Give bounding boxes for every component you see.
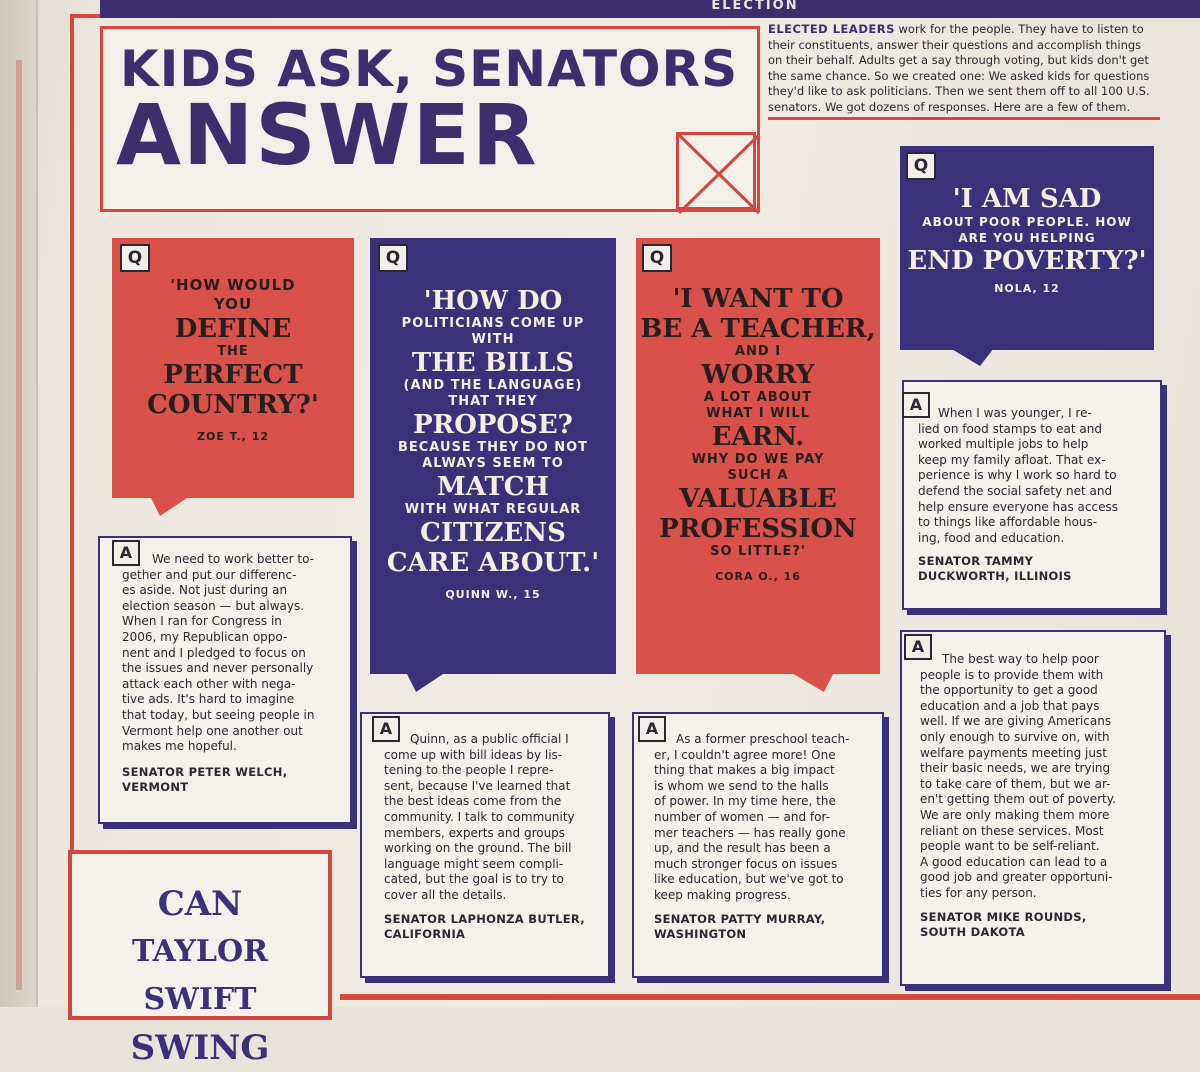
q-line: WHAT I WILL [706, 406, 810, 421]
q-attribution: QUINN W., 15 [445, 588, 541, 601]
answer-badge: A [372, 716, 400, 742]
a-line: A good education can lead to a [920, 854, 1108, 869]
bottom-rule [340, 994, 1200, 1000]
section-label: ELECTION [711, 0, 799, 13]
section-header-band [100, 0, 1200, 18]
q-line: YOU [213, 295, 253, 313]
a-signature: SENATOR LAPHONZA BUTLER, [384, 911, 585, 926]
a-line: to things like affordable hous- [918, 515, 1098, 530]
answer-badge: A [904, 634, 932, 660]
q-line: THE [217, 344, 249, 359]
speech-tail [790, 672, 834, 694]
a-line: en't getting them out of poverty. [920, 792, 1116, 807]
q-line: WITH WHAT REGULAR [404, 502, 582, 517]
a-line: that today, but seeing people in [122, 707, 315, 722]
a-line: lied on food stamps to eat and [918, 421, 1102, 436]
teaser-line: CAN [157, 884, 243, 924]
headline-line-1: KIDS ASK, SENATORS [120, 40, 739, 98]
q-line: EARN. [711, 422, 805, 452]
intro-line: the same chance. So we created one: We asked kids for questions [768, 68, 1150, 83]
a-line: er, I couldn't agree more! One [654, 747, 836, 762]
a-signature: CALIFORNIA [384, 926, 466, 941]
intro-line: they'd like to ask politicians. Then we sent them off to all 100 U.S. [768, 84, 1150, 98]
a-line: The best way to help poor [942, 652, 1099, 666]
q-line: BECAUSE THEY DO NOT [397, 440, 589, 455]
a-signature: SENATOR PETER WELCH, [122, 764, 288, 779]
answer-badge: A [112, 540, 140, 566]
q-line: POLITICIANS COME UP [401, 316, 585, 331]
q-attribution: ZOE T., 12 [197, 430, 269, 443]
intro-line: their constituents, answer their questions and accomplish things [768, 37, 1142, 52]
question-badge: Q [642, 244, 672, 272]
q-line: ALWAYS SEEM TO [422, 456, 564, 471]
a-line: worked multiple jobs to help [918, 437, 1089, 452]
a-line: the issues and never personally [122, 661, 314, 676]
q-line: A LOT ABOUT [703, 390, 813, 405]
q-attribution: NOLA, 12 [994, 282, 1060, 295]
a-line: community. I talk to community [384, 809, 575, 824]
intro-lead: ELECTED LEADERS [768, 22, 895, 36]
a-line: When I was younger, I re- [938, 406, 1092, 420]
answer-badge: A [902, 392, 930, 418]
adjacent-page-edge [0, 0, 38, 1007]
q-line: ABOUT POOR PEOPLE. HOW [922, 215, 1132, 229]
headline-line-2: ANSWER [116, 86, 539, 184]
answer-badge: A [638, 716, 666, 742]
a-line: well. If we are giving Americans [920, 714, 1112, 729]
q-line: VALUABLE [679, 484, 837, 514]
a-line: education and a job that pays [920, 698, 1100, 713]
a-line: Quinn, as a public official I [410, 732, 569, 746]
question-badge: Q [906, 152, 936, 180]
a-line: election season — but always. [122, 598, 305, 613]
a-line: good job and greater opportuni- [920, 870, 1113, 885]
intro-line: work for the people. They have to listen to [894, 22, 1144, 36]
a-line: perience is why I work so hard to [918, 468, 1117, 483]
q-line: WHY DO WE PAY [691, 452, 825, 467]
a-line: language might seem compli- [384, 856, 564, 871]
q-line: WITH [471, 332, 515, 347]
q-line: 'HOW WOULD [170, 276, 296, 294]
q-line: 'I AM SAD [952, 184, 1102, 214]
q-line: PERFECT [163, 360, 303, 390]
q-line: PROFESSION [659, 514, 857, 544]
answer-body-welch [122, 552, 336, 795]
a-line: As a former preschool teach- [676, 732, 850, 746]
q-line: WORRY [701, 360, 815, 390]
a-line: attack each other with nega- [122, 676, 296, 691]
speech-tail [150, 496, 190, 518]
q-line: ARE YOU HELPING [958, 231, 1096, 245]
speech-tail [950, 348, 994, 368]
a-line: only enough to survive on, with [920, 729, 1110, 744]
a-line: We need to work better to- [152, 552, 315, 566]
speech-tail [406, 672, 446, 694]
a-line: working on the ground. The bill [384, 841, 572, 856]
q-line: CARE ABOUT.' [386, 548, 600, 578]
a-line: keep making progress. [654, 887, 791, 902]
a-line: welfare payments meeting just [920, 745, 1107, 760]
a-line: ing, food and education. [918, 530, 1065, 545]
a-line: gether and put our differenc- [122, 567, 297, 582]
q-line: 'I WANT TO [672, 284, 844, 314]
decorative-x-box [676, 132, 756, 210]
intro-line: on their behalf. Adults get a say through voting, but kids don't get [768, 53, 1149, 67]
a-line: Vermont help one another out [122, 723, 303, 738]
a-signature: SENATOR TAMMY [918, 554, 1034, 569]
answer-body-duckworth [918, 406, 1146, 584]
a-line: reliant on these services. Most [920, 823, 1104, 838]
q-line: SO LITTLE?' [710, 544, 806, 559]
a-line: to take care of them, but we ar- [920, 776, 1111, 791]
a-line: mer teachers — has really gone [654, 825, 846, 840]
question-text-zoe [112, 276, 354, 443]
a-line: keep my family afloat. That ex- [918, 452, 1106, 467]
a-line: help ensure everyone has access [918, 499, 1118, 514]
answer-body-rounds [920, 652, 1152, 940]
a-line: people is to provide them with [920, 667, 1104, 682]
a-line: like education, but we've got to [654, 872, 844, 887]
answer-body-butler [384, 732, 596, 942]
a-line: the opportunity to get a good [920, 683, 1098, 698]
question-text-quinn [370, 286, 616, 601]
q-line: CITIZENS [420, 518, 566, 548]
a-line: We are only making them more [920, 807, 1110, 822]
question-badge: Q [378, 244, 408, 272]
a-line: defend the social safety net and [918, 483, 1113, 498]
answer-body-murray [654, 732, 870, 942]
q-line: MATCH [436, 472, 550, 502]
intro-line: senators. We got dozens of responses. Here are a few of them. [768, 99, 1131, 114]
q-attribution: CORA O., 16 [715, 570, 801, 583]
a-line: tive ads. It's hard to imagine [122, 692, 295, 707]
a-line: nent and I pledged to focus on [122, 645, 306, 660]
a-line: of power. In my time here, the [654, 794, 836, 809]
a-signature: VERMONT [122, 779, 189, 794]
a-signature: SOUTH DAKOTA [920, 924, 1025, 939]
a-signature: DUCKWORTH, ILLINOIS [918, 569, 1072, 584]
q-line: (AND THE LANGUAGE) [403, 378, 583, 393]
q-line: SUCH A [727, 468, 789, 483]
q-line: END POVERTY?' [907, 246, 1147, 276]
a-line: is whom we send to the halls [654, 778, 829, 793]
q-line: AND I [734, 344, 782, 359]
a-line: ties for any person. [920, 885, 1037, 900]
q-line: COUNTRY?' [147, 390, 319, 420]
a-line: up, and the result has been a [654, 841, 831, 856]
question-badge: Q [120, 244, 150, 272]
q-line: PROPOSE? [413, 410, 573, 440]
a-line: cover all the details. [384, 887, 507, 902]
a-line: much stronger focus on issues [654, 856, 838, 871]
a-line: number of women — and for- [654, 809, 830, 824]
a-line: their basic needs, we are trying [920, 761, 1111, 776]
a-line: thing that makes a big impact [654, 763, 835, 778]
a-signature: SENATOR MIKE ROUNDS, [920, 909, 1087, 924]
question-text-cora [636, 284, 880, 583]
a-line: cated, but the goal is to try to [384, 872, 564, 887]
question-text-nola [900, 184, 1154, 295]
a-line: es aside. Not just during an [122, 583, 288, 598]
teaser-line: SWING [130, 1028, 270, 1068]
a-line: people want to be self-reliant. [920, 839, 1100, 854]
q-line: BE A TEACHER, [640, 314, 876, 344]
a-line: members, experts and groups [384, 825, 566, 840]
a-line: When I ran for Congress in [122, 614, 282, 629]
a-signature: WASHINGTON [654, 926, 747, 941]
q-line: DEFINE [174, 314, 292, 344]
q-line: 'HOW DO [423, 286, 563, 316]
a-line: makes me hopeful. [122, 739, 237, 754]
a-line: sent, because I've learned that [384, 778, 571, 793]
a-line: the best ideas come from the [384, 794, 562, 809]
a-line: come up with bill ideas by lis- [384, 747, 563, 762]
a-line: 2006, my Republican oppo- [122, 629, 288, 644]
a-signature: SENATOR PATTY MURRAY, [654, 911, 826, 926]
intro-paragraph [768, 22, 1160, 120]
teaser-headline [80, 880, 320, 1068]
q-line: THE BILLS [411, 348, 575, 378]
q-line: THAT THEY [448, 394, 538, 409]
a-line: tening to the people I repre- [384, 763, 554, 778]
teaser-line: TAYLOR SWIFT [131, 934, 269, 1017]
